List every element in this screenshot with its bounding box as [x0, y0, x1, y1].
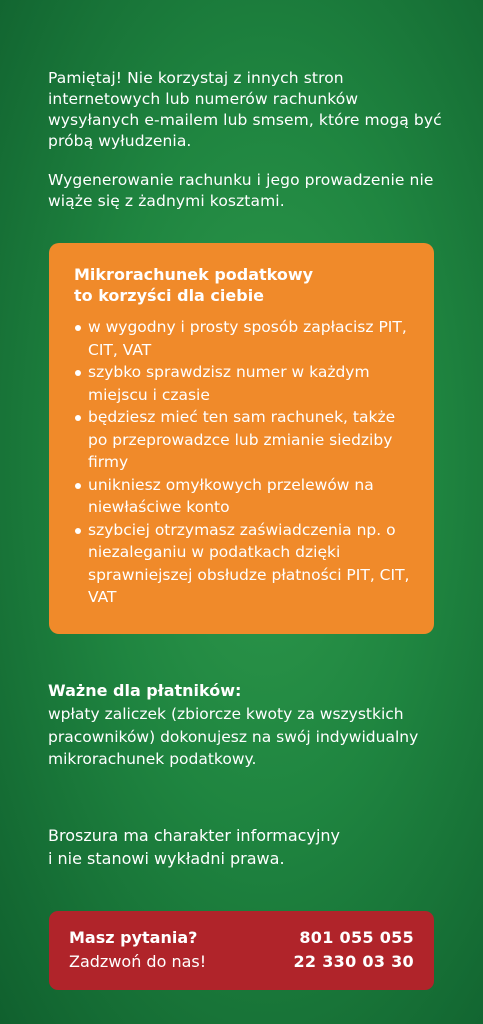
payers-note-title: Ważne dla płatników: — [48, 681, 242, 700]
warning-paragraph: Pamiętaj! Nie korzystaj z innych stron internetowych lub numerów rachunków wysyłanych e-mailem lub smsem, które mogą być próbą wyłudzenia. — [48, 69, 442, 150]
contact-call-text: Zadzwoń do nas! — [69, 952, 207, 971]
benefit-item: będziesz mieć ten sam rachunek, także po przeprowadzce lub zmianie siedziby firmy — [73, 406, 413, 474]
phone-number-2: 22 330 03 30 — [293, 952, 414, 971]
disclaimer-line2: i nie stanowi wykładni prawa. — [48, 848, 285, 868]
disclaimer-line1: Broszura ma charakter informacyjny — [48, 826, 340, 845]
disclaimer — [48, 825, 448, 870]
payers-note-text: wpłaty zaliczek (zbiorcze kwoty za wszystkich pracowników) dokonujesz na swój indywidualny mikrorachunek podatkowy. — [48, 705, 419, 768]
benefits-title-line1: Mikrorachunek podatkowy — [74, 265, 314, 284]
contact-question: Masz pytania? — [69, 928, 198, 947]
cost-info-paragraph: Wygenerowanie rachunku i jego prowadzenie nie wiąże się z żadnymi kosztami. — [48, 171, 434, 210]
benefit-item: unikniesz omyłkowych przelewów na niewłaściwe konto — [73, 474, 413, 519]
benefits-box — [49, 243, 434, 634]
benefits-list — [73, 316, 413, 609]
benefits-title-line2: to korzyści dla ciebie — [74, 286, 265, 305]
benefit-item: szybciej otrzymasz zaświadczenia np. o niezaleganiu w podatkach dzięki sprawniejszej obsłudze płatności PIT, CIT, VAT — [73, 519, 413, 609]
benefit-item: szybko sprawdzisz numer w każdym miejscu i czasie — [73, 361, 413, 406]
benefit-item: w wygodny i prosty sposób zapłacisz PIT, CIT, VAT — [73, 316, 413, 361]
phone-number-1: 801 055 055 — [299, 928, 414, 947]
benefits-title — [74, 264, 414, 306]
contact-box — [49, 911, 434, 990]
